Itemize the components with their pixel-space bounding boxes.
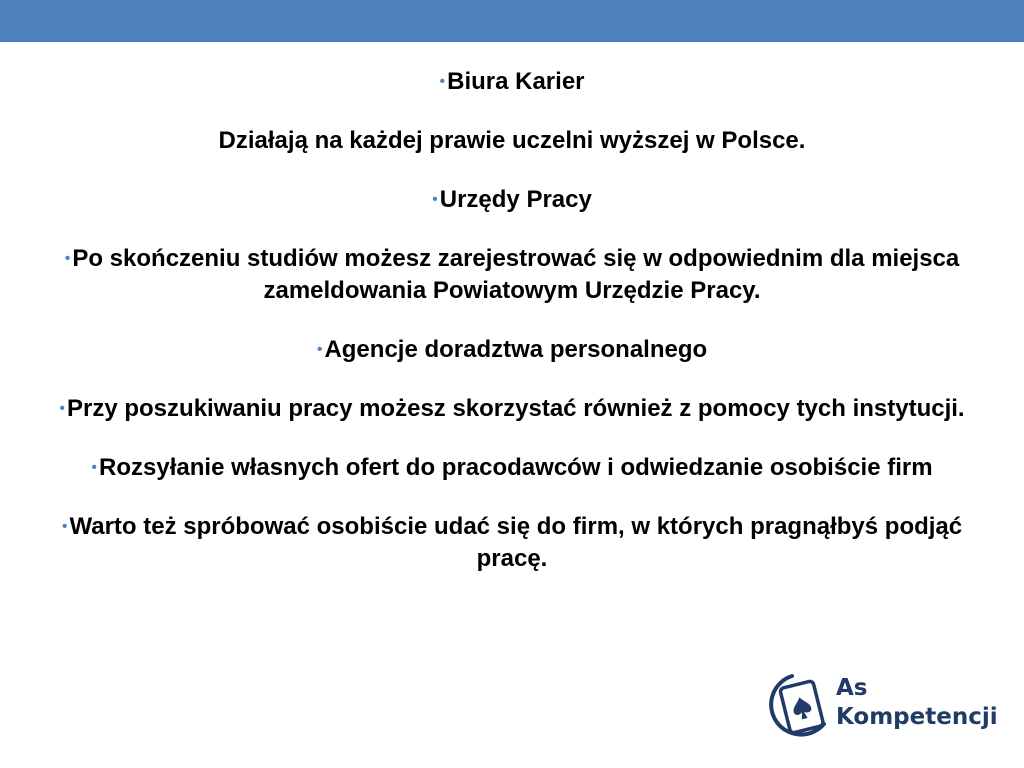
- spade-card-icon: [768, 666, 832, 746]
- paragraph-text: Działają na każdej prawie uczelni wyższej w Polsce.: [218, 127, 806, 154]
- bullet-icon: •: [316, 341, 323, 358]
- paragraph-po-skonczeniu: [40, 243, 984, 307]
- paragraph-text: Po skończeniu studiów możesz zarejestrować się w odpowiednim dla miejsca zameldowania Powiatowym Urzędzie Pracy.: [72, 245, 960, 304]
- paragraph-text: Rozsyłanie własnych ofert do pracodawców i odwiedzanie osobiście firm: [99, 454, 933, 481]
- logo-line-kompetencji: Kompetencji: [836, 704, 998, 730]
- header-bar: [0, 0, 1024, 42]
- paragraph-text: Biura Karier: [447, 68, 585, 95]
- paragraph-agencje: [40, 334, 984, 366]
- paragraph-urzedy-pracy: [40, 184, 984, 216]
- bullet-icon: •: [439, 73, 446, 90]
- bullet-icon: •: [432, 191, 438, 208]
- paragraph-biura-karier: [40, 66, 984, 98]
- bullet-icon: •: [61, 518, 68, 535]
- logo-line-as: As: [836, 675, 868, 701]
- paragraph-text: Przy poszukiwaniu pracy możesz skorzystać również z pomocy tych instytucji.: [67, 395, 965, 422]
- bullet-icon: •: [64, 250, 71, 267]
- paragraph-dzialaja: [40, 125, 984, 157]
- bullet-icon: •: [59, 400, 65, 417]
- paragraph-text: Agencje doradztwa personalnego: [324, 336, 708, 363]
- paragraph-rozsylanie: [40, 452, 984, 484]
- paragraph-text: Warto też spróbować osobiście udać się do firm, w których pragnąłbyś podjąć pracę.: [69, 513, 963, 572]
- as-kompetencji-logo: [768, 666, 1000, 746]
- paragraph-przy-poszukiwaniu: [40, 393, 984, 425]
- paragraph-warto: [40, 511, 984, 575]
- logo-text: [836, 674, 998, 732]
- paragraph-text: Urzędy Pracy: [439, 186, 592, 213]
- bullet-icon: •: [91, 459, 98, 476]
- slide-content: [40, 66, 984, 602]
